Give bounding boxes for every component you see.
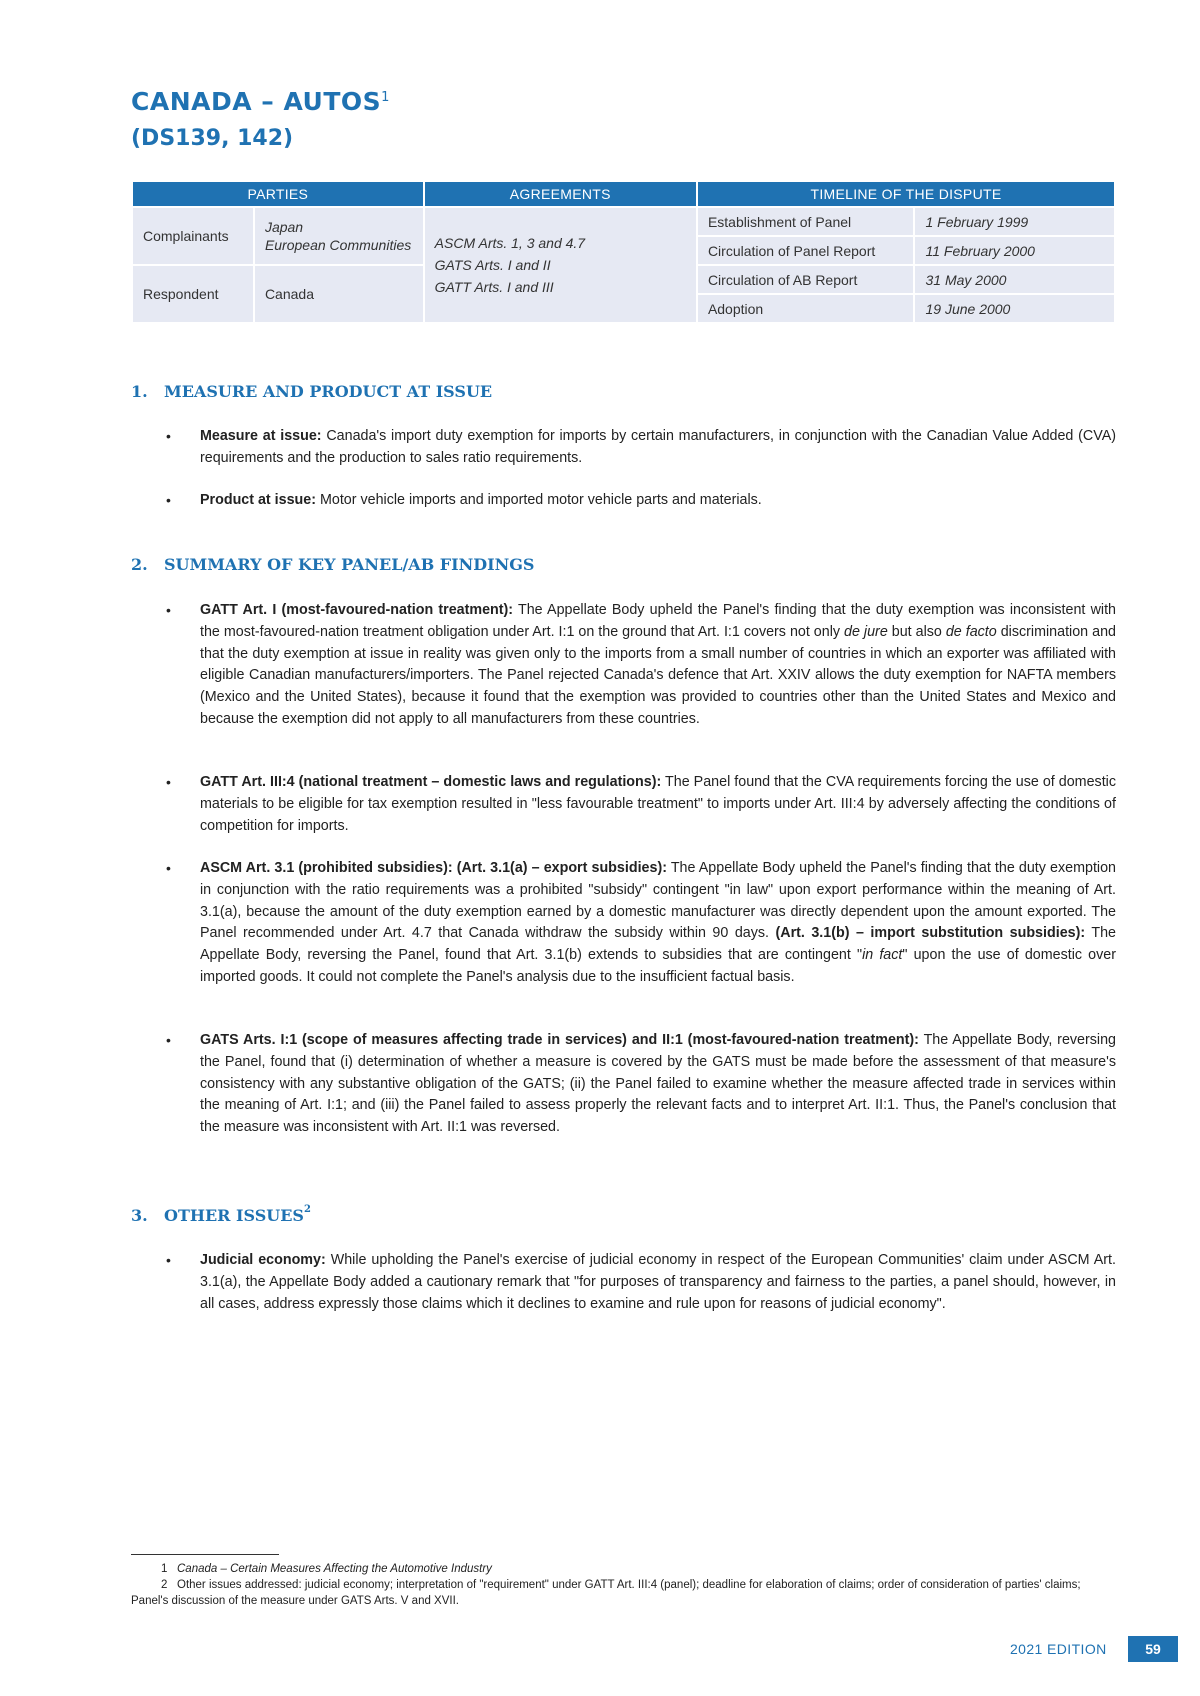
bullet-italic: de facto <box>945 623 997 640</box>
page-number: 59 <box>1128 1636 1178 1662</box>
bullet-lead: Judicial economy: <box>200 1252 326 1268</box>
dispute-info-table <box>131 180 1116 324</box>
footnote-number: 2 <box>161 1579 168 1591</box>
bullet-text: The Panel found that the CVA requirements forcing the use of domestic materials to be eligible for tax exemption resulted in "less favourable treatment" to imports under Art. III:4 by adversely affecting the conditions of competition for imports. <box>200 774 1116 834</box>
bullet-icon: • <box>166 492 171 508</box>
agreement-3: GATT Arts. I and III <box>434 279 554 295</box>
dispute-number: (DS139, 142) <box>131 126 294 151</box>
complainants-label: Complainants <box>132 207 254 265</box>
footnote-text: Canada – Certain Measures Affecting the Automotive Industry <box>177 1563 492 1575</box>
bullet-text: discrimination and that the duty exemption at issue in reality was given only to the imports from a small number of countries in which an exporter was affiliated with eligible Canadian manufacturers/importers. The Panel rejected Canada's defence that Art. XXIV allows the duty exemption for NAFTA members (Mexico and the United States), because it found that the exemption was provided to countries other than the United States and Mexico and because the exemption did not apply to all manufacturers from these countries. <box>200 623 1116 727</box>
agreements-cell <box>424 207 697 323</box>
bullet-lead: GATT Art. I (most-favoured-nation treatment): <box>200 602 514 618</box>
section-number: 1. <box>131 382 148 401</box>
bullet-icon: • <box>166 1032 171 1048</box>
page-title <box>131 86 390 118</box>
respondent-value: Canada <box>254 265 424 323</box>
bullet-text: The Appellate Body upheld the Panel's finding that the duty exemption was inconsistent with the most-favoured-nation treatment obligation under Art. I:1 on the ground that Art. I:1 covers not only <box>200 602 1116 640</box>
bullet-italic: de jure <box>844 623 888 640</box>
bullet-text: The Appellate Body, reversing the Panel, found that Art. 3.1(b) extends to subsidies that are contingent " <box>200 925 1116 964</box>
header-timeline: TIMELINE OF THE DISPUTE <box>697 181 1115 207</box>
bullet-lead: GATT Art. III:4 (national treatment – domestic laws and regulations): <box>200 774 662 790</box>
section-heading-3 <box>131 1206 311 1225</box>
section-number: 3. <box>131 1206 148 1225</box>
bullet-icon: • <box>166 428 171 444</box>
footnote-2 <box>131 1577 1116 1609</box>
timeline-date: 11 February 2000 <box>914 236 1115 265</box>
header-parties: PARTIES <box>132 181 424 207</box>
bullet-icon: • <box>166 602 171 618</box>
section-footnote-ref: 2 <box>303 1204 311 1215</box>
list-item <box>166 772 1116 837</box>
bullet-lead: ASCM Art. 3.1 (prohibited subsidies): (Art. 3.1(a) – export subsidies): <box>200 860 667 876</box>
agreement-1: ASCM Arts. 1, 3 and 4.7 <box>434 235 586 251</box>
timeline-label: Adoption <box>697 294 915 323</box>
timeline-date: 1 February 1999 <box>914 207 1115 236</box>
bullet-icon: • <box>166 1252 171 1268</box>
footnote-text: Other issues addressed: judicial economy; interpretation of "requirement" under GATT Art. III:4 (panel); deadline for elaboration of claims; order of consideration of parties' claims; Panel's discussion of the measure under GATS Arts. V and XVII. <box>131 1579 1081 1607</box>
bullet-text: Motor vehicle imports and imported motor vehicle parts and materials. <box>316 492 762 508</box>
bullet-text: " upon the use of domestic over imported goods. It could not complete the Panel's analysis due to the insufficient factual basis. <box>200 947 1116 985</box>
bullet-italic: in fact <box>862 947 903 964</box>
timeline-label: Establishment of Panel <box>697 207 915 236</box>
timeline-label: Circulation of AB Report <box>697 265 915 294</box>
section-heading-1 <box>131 382 492 401</box>
bullet-text: but also <box>887 623 946 640</box>
bullet-lead: GATS Arts. I:1 (scope of measures affecting trade in services) and II:1 (most-favoured-nation treatment): <box>200 1032 919 1048</box>
section-heading-2 <box>131 555 534 574</box>
bullet-text: The Appellate Body, reversing the Panel, found that (i) determination of whether a measure is covered by the GATS must be made before the assessment of that measure's consistency with any substantive obligation of the GATS; (ii) the Panel failed to examine whether the measure affected trade in services within the meaning of Art. I:1; and (iii) the Panel failed to assess properly the relevant facts and to interpret Art. II:1. Thus, the Panel's conclusion that the measure was inconsistent with Art. II:1 was reversed. <box>200 1032 1116 1136</box>
timeline-date: 19 June 2000 <box>914 294 1115 323</box>
list-item <box>166 858 1116 989</box>
list-item <box>166 426 1116 470</box>
list-item <box>166 490 1116 512</box>
bullet-lead: (Art. 3.1(b) – import substitution subsidies): <box>775 925 1086 942</box>
section-title: OTHER ISSUES <box>164 1206 304 1225</box>
agreement-2: GATS Arts. I and II <box>434 257 551 273</box>
title-footnote-ref: 1 <box>381 90 390 105</box>
title-text: CANADA – AUTOS <box>131 87 382 116</box>
complainant-1: Japan <box>264 219 304 235</box>
footnote-number: 1 <box>161 1563 168 1575</box>
table-header-row <box>132 181 1115 207</box>
list-item <box>166 1250 1116 1315</box>
bullet-lead: Measure at issue: <box>200 428 322 444</box>
section-title: SUMMARY OF KEY PANEL/AB FINDINGS <box>164 555 535 574</box>
timeline-date: 31 May 2000 <box>914 265 1115 294</box>
section-number: 2. <box>131 555 148 574</box>
footnote-1 <box>131 1561 1116 1577</box>
footnotes <box>131 1561 1116 1609</box>
header-agreements: AGREEMENTS <box>424 181 697 207</box>
bullet-text: While upholding the Panel's exercise of judicial economy in respect of the European Communities' claim under ASCM Art. 3.1(a), the Appellate Body added a cautionary remark that "for purposes of transparency and fairness to the parties, a panel should, however, in all cases, address expressly those claims which it declines to examine and rule upon for reasons of judicial economy". <box>200 1252 1116 1312</box>
bullet-text: Canada's import duty exemption for imports by certain manufacturers, in conjunction with the Canadian Value Added (CVA) requirements and the production to sales ratio requirements. <box>200 428 1116 466</box>
bullet-icon: • <box>166 774 171 790</box>
edition-label: 2021 EDITION <box>1010 1641 1107 1657</box>
bullet-lead: Product at issue: <box>200 492 316 508</box>
respondent-label: Respondent <box>132 265 254 323</box>
table-row <box>132 207 1115 236</box>
footnote-divider <box>131 1554 279 1555</box>
bullet-icon: • <box>166 860 171 876</box>
list-item <box>166 1030 1116 1139</box>
complainants-value <box>254 207 424 265</box>
bullet-text: The Appellate Body upheld the Panel's finding that the duty exemption in conjunction with the ratio requirements was a prohibited "subsidy" contingent "in law" upon export performance within the meaning of Art. 3.1(a), because the amount of the duty exemption earned by a domestic manufacturer was directly dependent upon the amount exported. The Panel recommended under Art. 4.7 that Canada withdraw the subsidy within 90 days. <box>200 860 1116 942</box>
list-item <box>166 600 1116 731</box>
complainant-2: European Communities <box>264 237 412 253</box>
section-title: MEASURE AND PRODUCT AT ISSUE <box>164 382 493 401</box>
timeline-label: Circulation of Panel Report <box>697 236 915 265</box>
